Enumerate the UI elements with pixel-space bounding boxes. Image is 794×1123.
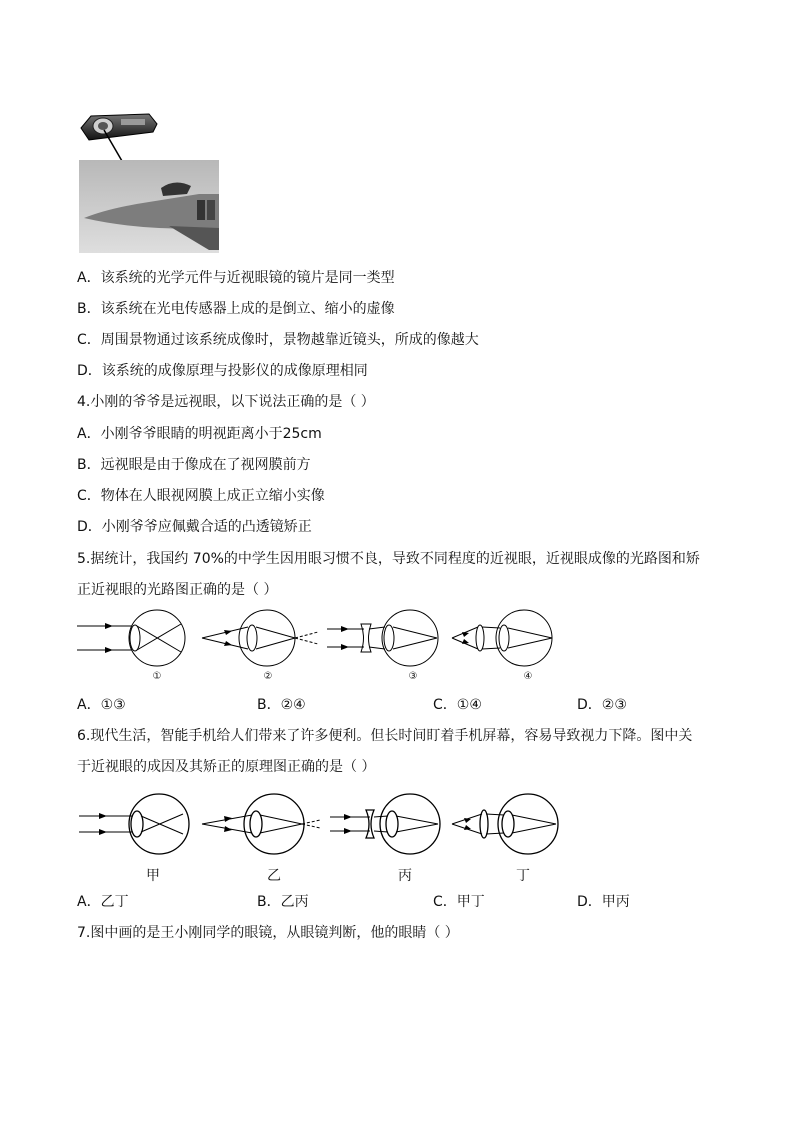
q5-diagram-label-2: ② [263, 671, 273, 682]
q5-option-c: C．①④ [433, 697, 482, 713]
q6-option-a: A．乙丁 [77, 894, 129, 910]
q4-option-d: D．小刚爷爷应佩戴合适的凸透镜矫正 [77, 519, 312, 535]
q6-stem-line1: 6.现代生活，智能手机给人们带来了许多便利。但长时间盯着手机屏幕，容易导致视力下降。图中关 [77, 728, 693, 744]
q4-option-a: A．小刚爷爷眼睛的明视距离小于25cm [77, 426, 322, 442]
q6-eye-diagram-jia [79, 792, 191, 856]
q6-option-c: C．甲丁 [433, 894, 485, 910]
q6-diagram-label-jia: 甲 [146, 868, 160, 884]
q6-stem-line2: 于近视眼的成因及其矫正的原理图正确的是（ ） [77, 759, 376, 775]
q6-diagram-label-bing: 丙 [398, 868, 412, 884]
q5-option-b: B．②④ [257, 697, 306, 713]
q3-option-d: D．该系统的成像原理与投影仪的成像原理相同 [77, 363, 368, 379]
q6-diagram-label-ding: 丁 [516, 868, 530, 884]
q7-stem: 7.图中画的是王小刚同学的眼镜，从眼镜判断，他的眼睛（ ） [77, 925, 459, 941]
fighter-jet-photo [79, 160, 219, 253]
q4-stem: 4.小刚的爷爷是远视眼，以下说法正确的是（ ） [77, 394, 375, 410]
q5-option-a: A．①③ [77, 697, 126, 713]
q5-stem-line1: 5.据统计，我国约 70%的中学生因用眼习惯不良，导致不同程度的近视眼，近视眼成像的光路图和矫 [77, 551, 700, 567]
q5-eye-diagram-2 [202, 608, 322, 670]
q4-option-b: B．远视眼是由于像成在了视网膜前方 [77, 457, 311, 473]
q5-eye-diagram-3 [327, 608, 439, 670]
q3-option-b: B．该系统在光电传感器上成的是倒立、缩小的虚像 [77, 301, 395, 317]
q6-option-d: D．甲丙 [577, 894, 630, 910]
q6-option-b: B．乙丙 [257, 894, 309, 910]
q4-option-c: C．物体在人眼视网膜上成正立缩小实像 [77, 488, 325, 504]
q5-stem-line2: 正近视眼的光路图正确的是（ ） [77, 582, 278, 598]
q5-eye-diagram-4 [452, 608, 562, 670]
q5-diagram-label-3: ③ [408, 671, 418, 682]
q5-eye-diagram-1 [77, 608, 187, 670]
q6-eye-diagram-bing [330, 792, 442, 856]
q6-eye-diagram-ding [452, 792, 564, 856]
q6-diagram-label-yi: 乙 [267, 868, 281, 884]
q5-option-d: D．②③ [577, 697, 627, 713]
q6-eye-diagram-yi [202, 792, 322, 856]
q5-diagram-label-4: ④ [523, 671, 533, 682]
q5-diagram-label-1: ① [152, 671, 162, 682]
q3-option-c: C．周围景物通过该系统成像时，景物越靠近镜头，所成的像越大 [77, 332, 479, 348]
q3-option-a: A．该系统的光学元件与近视眼镜的镜片是同一类型 [77, 270, 395, 286]
